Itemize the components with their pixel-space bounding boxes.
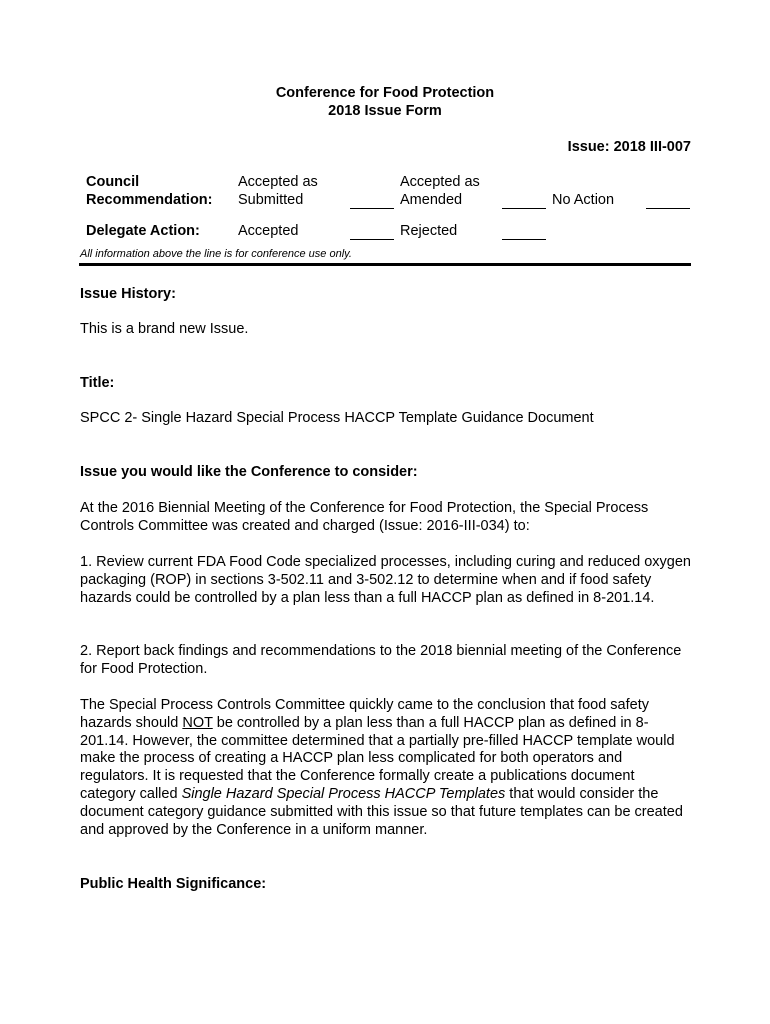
consider-paragraph-1: At the 2016 Biennial Meeting of the Conference for Food Protection, the Special Process Controls Committee was created and charged (Issue: 2016-III-034) to:	[80, 500, 649, 534]
council-label-line1: Council	[86, 174, 140, 190]
paragraph-4-category-name: Single Hazard Special Process HACCP Templates	[181, 785, 506, 802]
council-accepted-submitted-blank[interactable]	[350, 208, 394, 209]
consider-paragraph-4	[80, 697, 692, 839]
title-text: SPCC 2- Single Hazard Special Process HACCP Template Guidance Document	[80, 410, 594, 426]
delegate-label: Delegate Action:	[86, 223, 200, 239]
council-no-action-blank[interactable]	[646, 208, 690, 209]
consider-heading: Issue you would like the Conference to consider:	[80, 464, 418, 480]
paragraph-4-part-1: The Special Process Controls Committee quickly came to the conclusion that food safety hazards should	[80, 697, 649, 731]
form-title: Conference for Food Protection	[275, 85, 495, 101]
delegate-rejected-blank[interactable]	[502, 239, 546, 240]
council-option-accepted-submitted-line2: Submitted	[238, 192, 304, 208]
delegate-accepted-blank[interactable]	[350, 239, 394, 240]
council-option-no-action: No Action	[552, 192, 615, 208]
issue-history-heading: Issue History:	[80, 286, 176, 302]
council-option-accepted-submitted-line1: Accepted as	[238, 174, 318, 190]
council-option-accepted-amended-line1: Accepted as	[400, 174, 480, 190]
divider-line	[79, 263, 691, 266]
delegate-option-rejected: Rejected	[400, 223, 458, 239]
council-option-accepted-amended-line2: Amended	[400, 192, 463, 208]
form-subtitle: 2018 Issue Form	[328, 103, 442, 119]
paragraph-4-part-3: that would consider the document category guidance submitted with this issue so that future templates can be created and approved by the Conference in a uniform manner.	[80, 785, 683, 838]
issue-number: Issue: 2018 III-007	[567, 139, 691, 155]
council-accepted-amended-blank[interactable]	[502, 208, 546, 209]
delegate-option-accepted: Accepted	[238, 223, 299, 239]
title-heading: Title:	[80, 375, 115, 391]
conference-use-footnote: All information above the line is for conference use only.	[80, 248, 352, 260]
paragraph-4-part-2: be controlled by a plan less than a full HACCP plan as defined in 8-201.14. However, the committee determined that a partially pre-filled HACCP template would make the process of creating a HACCP plan less complicated for both operators and regulators. It is requested that the Conference formally create a publications document category called	[80, 714, 675, 802]
consider-paragraph-2: 1. Review current FDA Food Code specialized processes, including curing and reduced oxygen packaging (ROP) in sections 3-502.11 and 3-502.12 to determine when and if food safety hazards could be controlled by a plan less than a full HACCP plan as defined in 8-201.14.	[80, 554, 691, 606]
public-health-heading: Public Health Significance:	[80, 876, 267, 892]
consider-paragraph-3: 2. Report back findings and recommendations to the 2018 biennial meeting of the Conference for Food Protection.	[80, 643, 682, 677]
paragraph-4-not-emphasis: NOT	[182, 714, 213, 731]
council-label-line2: Recommendation:	[86, 192, 213, 208]
issue-history-text: This is a brand new Issue.	[80, 321, 249, 337]
